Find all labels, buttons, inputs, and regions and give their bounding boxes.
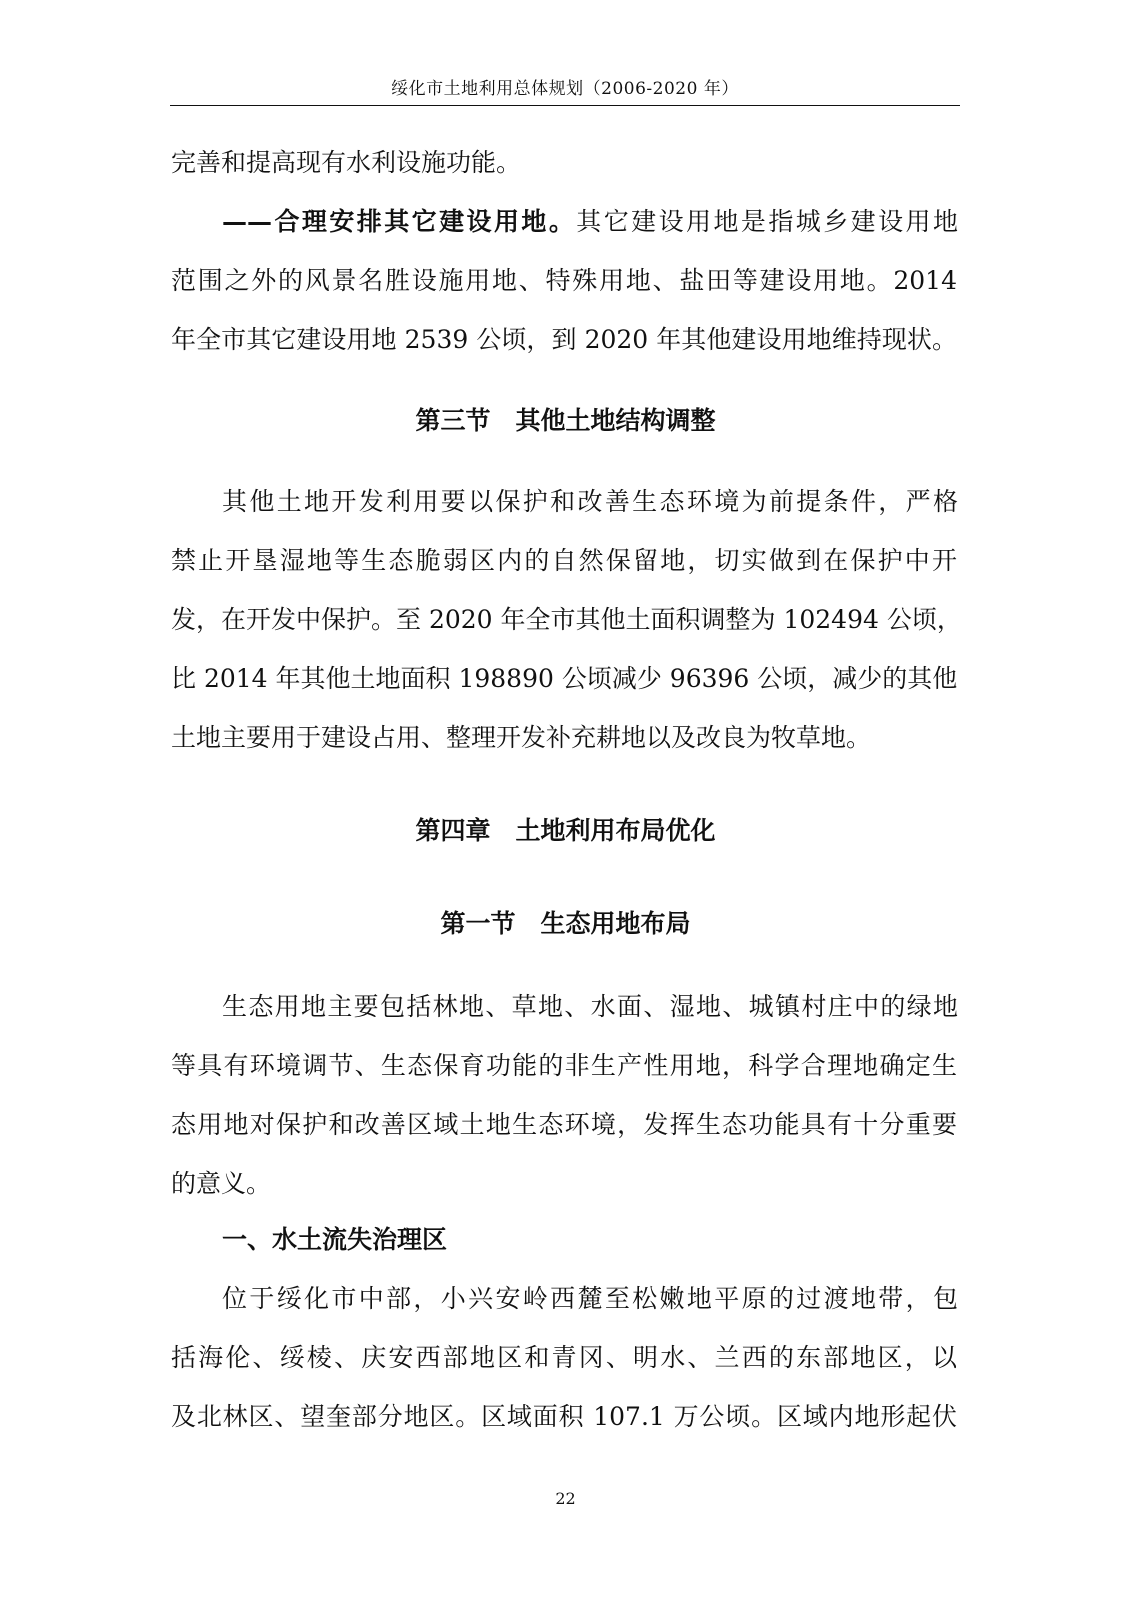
section-heading: 第三节 其他土地结构调整	[415, 406, 716, 435]
paragraph-line: 等具有环境调节、生态保育功能的非生产性用地，科学合理地确定生	[171, 1051, 957, 1080]
paragraph-line: 生态用地主要包括林地、草地、水面、湿地、城镇村庄中的绿地	[222, 992, 958, 1021]
paragraph-line	[222, 206, 958, 238]
paragraph-line: 完善和提高现有水利设施功能。	[171, 148, 522, 177]
chapter-heading: 第四章 土地利用布局优化	[415, 816, 716, 845]
paragraph-line: 括海伦、绥棱、庆安西部地区和青冈、明水、兰西的东部地区，以	[171, 1343, 957, 1372]
bold-lead-in: ——合理安排其它建设用地。	[222, 207, 577, 236]
section-heading: 第一节 生态用地布局	[440, 909, 691, 938]
paragraph-line: 位于绥化市中部，小兴安岭西麓至松嫩地平原的过渡地带，包	[222, 1284, 958, 1313]
paragraph-line: 态用地对保护和改善区域土地生态环境，发挥生态功能具有十分重要	[171, 1110, 957, 1139]
paragraph-line: 土地主要用于建设占用、整理开发补充耕地以及改良为牧草地。	[171, 723, 872, 752]
paragraph-line: 禁止开垦湿地等生态脆弱区内的自然保留地，切实做到在保护中开	[171, 546, 957, 575]
paragraph-text: 其它建设用地是指城乡建设用地	[576, 207, 958, 236]
paragraph-line: 及北林区、望奎部分地区。区域面积 107.1 万公顷。区域内地形起伏	[171, 1402, 957, 1431]
paragraph-line: 发，在开发中保护。至 2020 年全市其他土面积调整为 102494 公顷，	[171, 605, 962, 634]
paragraph-line: 范围之外的风景名胜设施用地、特殊用地、盐田等建设用地。2014	[171, 266, 957, 295]
running-header: 绥化市土地利用总体规划（2006-2020 年）	[391, 79, 739, 99]
paragraph-line: 的意义。	[171, 1169, 272, 1198]
page-number: 22	[555, 1489, 576, 1508]
header-divider	[170, 105, 960, 106]
paragraph-line: 比 2014 年其他土地面积 198890 公顷减少 96396 公顷，减少的其他	[171, 664, 958, 693]
subsection-heading: 一、水土流失治理区	[222, 1225, 448, 1254]
paragraph-line: 年全市其它建设用地 2539 公顷，到 2020 年其他建设用地维持现状。	[171, 325, 957, 354]
paragraph-line: 其他土地开发利用要以保护和改善生态环境为前提条件，严格	[222, 487, 958, 516]
